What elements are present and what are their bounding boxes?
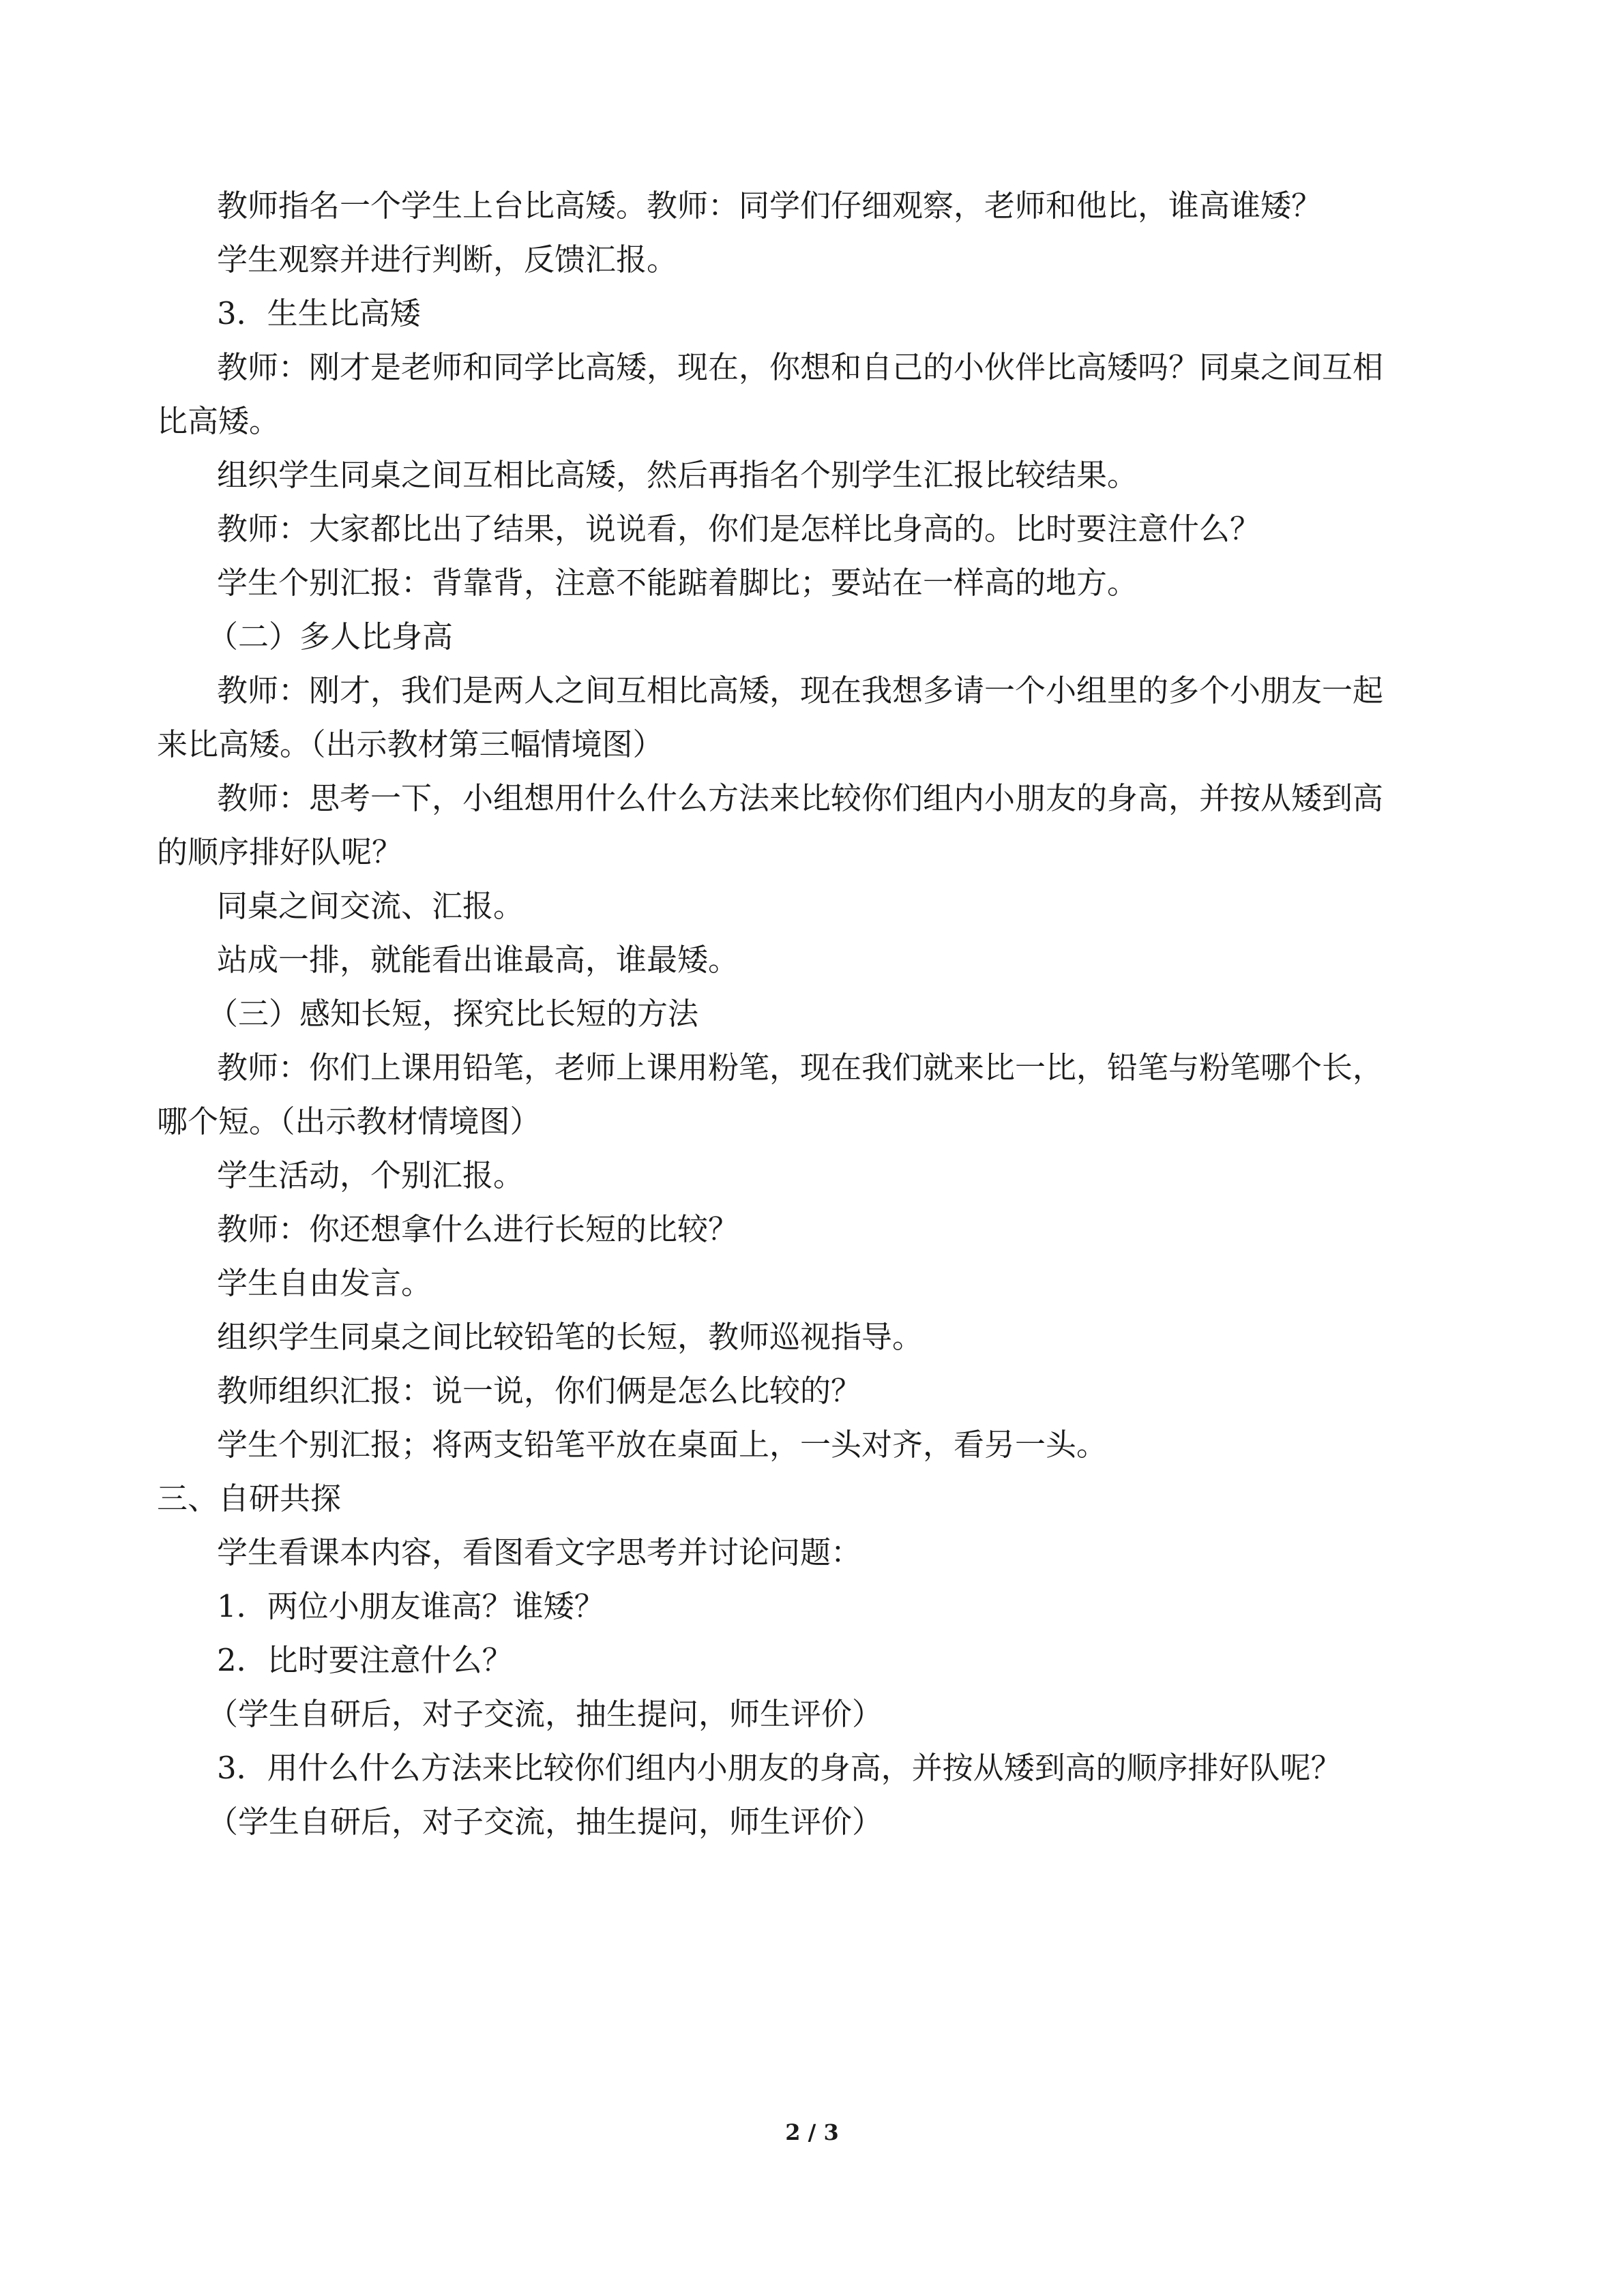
text-line: 教师组织汇报：说一说，你们俩是怎么比较的？ (217, 1373, 862, 1409)
text-line: 教师：你还想拿什么进行长短的比较？ (217, 1211, 739, 1247)
text-line: 哪个短。（出示教材情境图） (157, 1103, 541, 1139)
text-line: 学生个别汇报；将两支铅笔平放在桌面上，一头对齐，看另一头。 (217, 1427, 1108, 1463)
text-line: 3．生生比高矮 (217, 295, 421, 331)
text-line: 来比高矮。（出示教材第三幅情境图） (157, 726, 664, 762)
text-line: （二）多人比身高 (207, 618, 454, 655)
text-line: 教师指名一个学生上台比高矮。教师：同学们仔细观察，老师和他比，谁高谁矮？ (217, 188, 1323, 224)
text-line: 3．用什么什么方法来比较你们组内小朋友的身高，并按从矮到高的顺序排好队呢？ (217, 1750, 1342, 1786)
text-line: 2．比时要注意什么？ (217, 1642, 513, 1678)
text-line: 学生个别汇报：背靠背，注意不能踮着脚比；要站在一样高的地方。 (217, 565, 1138, 601)
text-line: 教师：思考一下，小组想用什么什么方法来比较你们组内小朋友的身高，并按从矮到高 (217, 780, 1384, 816)
document-body (157, 179, 1473, 1849)
text-line: 同桌之间交流、汇报。 (217, 888, 525, 924)
text-line: 学生自由发言。 (217, 1265, 432, 1301)
text-line: 1．两位小朋友谁高？谁矮？ (217, 1588, 605, 1624)
text-line: （学生自研后，对子交流，抽生提问，师生评价） (207, 1696, 883, 1732)
text-line: 比高矮。 (157, 403, 280, 439)
text-line: 学生活动，个别汇报。 (217, 1157, 525, 1193)
text-line: 三、自研共探 (157, 1480, 342, 1517)
text-line: 学生观察并进行判断，反馈汇报。 (217, 241, 678, 278)
text-line: 的顺序排好队呢？ (157, 834, 403, 870)
text-line: （三）感知长短，探究比长短的方法 (207, 996, 699, 1032)
text-line: 组织学生同桌之间互相比高矮，然后再指名个别学生汇报比较结果。 (217, 457, 1138, 493)
text-line: 站成一排，就能看出谁最高，谁最矮。 (217, 942, 739, 978)
text-line: 教师：刚才，我们是两人之间互相比高矮，现在我想多请一个小组里的多个小朋友一起 (217, 672, 1384, 709)
text-line: 组织学生同桌之间比较铅笔的长短，教师巡视指导。 (217, 1319, 924, 1355)
text-line: 教师：刚才是老师和同学比高矮，现在，你想和自己的小伙伴比高矮吗？同桌之间互相 (217, 349, 1384, 385)
text-line: 教师：你们上课用铅笔，老师上课用粉笔，现在我们就来比一比，铅笔与粉笔哪个长， (217, 1049, 1384, 1086)
text-line: 学生看课本内容，看图看文字思考并讨论问题： (217, 1534, 862, 1570)
text-line: 教师：大家都比出了结果，说说看，你们是怎样比身高的。比时要注意什么？ (217, 511, 1261, 547)
text-line: （学生自研后，对子交流，抽生提问，师生评价） (207, 1804, 883, 1840)
page-number: 2 / 3 (785, 2119, 839, 2145)
